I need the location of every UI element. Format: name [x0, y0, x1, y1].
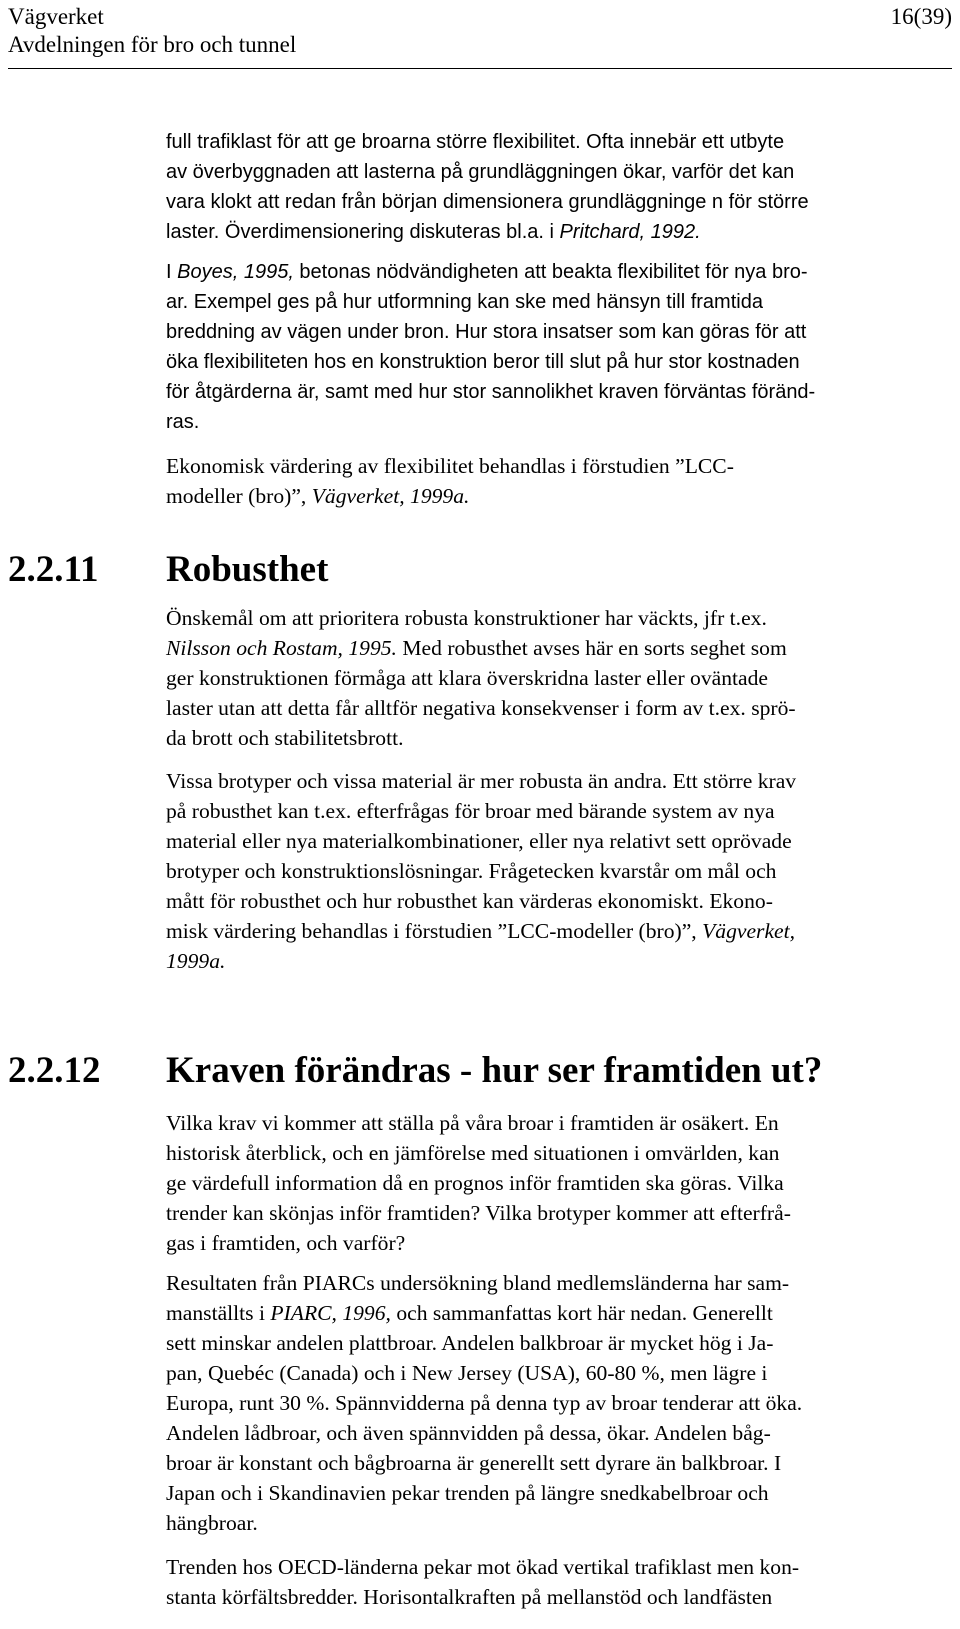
citation: PIARC, 1996, — [270, 1301, 391, 1325]
citation: 1999a. — [166, 949, 226, 973]
text-line: pan, Quebéc (Canada) och i New Jersey (USA), 60-80 %, men lägre i — [166, 1361, 768, 1385]
text-line: historisk återblick, och en jämförelse med situationen i omvärlden, kan — [166, 1141, 780, 1165]
text-line: Vissa brotyper och vissa material är mer robusta än andra. Ett större krav — [166, 769, 797, 793]
text-line: modeller (bro)”, Vägverket, 1999a. — [166, 484, 470, 508]
section-heading-robusthet — [8, 548, 328, 592]
paragraph-kraven-1 — [166, 1108, 946, 1258]
section-title: Robusthet — [166, 549, 329, 590]
text-line: på robusthet kan t.ex. efterfrågas för broar med bärande system av nya — [166, 799, 775, 823]
text-line: ras. — [166, 411, 200, 433]
text-line: mått för robusthet och hur robusthet kan värderas ekonomiskt. Ekono- — [166, 889, 773, 913]
text-line: broar är konstant och bågbroarna är generellt sett dyrare än balkbroar. I — [166, 1451, 782, 1475]
text-line: stanta körfältsbredder. Horisontalkraften på mellanstöd och landfästen — [166, 1585, 773, 1609]
text-line: ger konstruktionen förmåga att klara överskridna laster eller oväntade — [166, 666, 768, 690]
text-line: Ekonomisk värdering av flexibilitet behandlas i förstudien ”LCC- — [166, 454, 734, 478]
text-line: laster. Överdimensionering diskuteras bl.a. i Pritchard, 1992. — [166, 221, 701, 243]
text-line: Nilsson och Rostam, 1995. Med robusthet avses här en sorts seghet som — [166, 636, 787, 660]
section-number: 2.2.11 — [8, 549, 99, 590]
text-line: öka flexibiliteten hos en konstruktion beror till slut på hur stor kostnaden — [166, 351, 800, 373]
text-line: I Boyes, 1995, betonas nödvändigheten att beakta flexibilitet för nya bro- — [166, 261, 808, 283]
text-line: misk värdering behandlas i förstudien ”LCC-modeller (bro)”, Vägverket, — [166, 919, 796, 943]
text-line: brotyper och konstruktionslösningar. Frågetecken kvarstår om mål och — [166, 859, 777, 883]
text-line: manställts i PIARC, 1996, och sammanfattas kort här nedan. Generellt — [166, 1301, 773, 1325]
citation: Vägverket, 1999a. — [311, 484, 470, 508]
text-line: breddning av vägen under bron. Hur stora insatser som kan göras för att — [166, 321, 807, 343]
paragraph-kraven-2 — [166, 1268, 946, 1538]
text-line: Europa, runt 30 %. Spännvidderna på denna typ av broar tenderar att öka. — [166, 1391, 803, 1415]
text-line: ge värdefull information då en prognos inför framtiden ska göras. Vilka — [166, 1171, 784, 1195]
text-line: laster utan att detta får alltför negativa konsekvenser i form av t.ex. sprö- — [166, 696, 796, 720]
text-line: material eller nya materialkombinationer, eller nya relativt sett oprövade — [166, 829, 792, 853]
paragraph-flexibility-1 — [166, 127, 946, 247]
text-line: sett minskar andelen plattbroar. Andelen balkbroar är mycket hög i Ja- — [166, 1331, 774, 1355]
header-department: Avdelningen för bro och tunnel — [8, 32, 297, 57]
paragraph-flexibility-3 — [166, 451, 946, 511]
page-header — [8, 0, 952, 69]
citation: Boyes, 1995, — [177, 261, 294, 283]
citation: Pritchard, 1992. — [559, 221, 701, 243]
text-line: da brott och stabilitetsbrott. — [166, 726, 404, 750]
citation: Nilsson och Rostam, 1995. — [166, 636, 397, 660]
text-line: Trenden hos OECD-länderna pekar mot ökad vertikal trafiklast men kon- — [166, 1555, 800, 1579]
text-line: för åtgärderna är, samt med hur stor sannolikhet kraven förväntas föränd- — [166, 381, 816, 403]
paragraph-robusthet-2 — [166, 766, 946, 976]
text-line: Resultaten från PIARCs undersökning bland medlemsländerna har sam- — [166, 1271, 790, 1295]
text-line: Japan och i Skandinavien pekar trenden på längre snedkabelbroar och — [166, 1481, 769, 1505]
text-line: trender kan skönjas inför framtiden? Vilka brotyper kommer att efterfrå- — [166, 1201, 791, 1225]
paragraph-flexibility-2 — [166, 257, 946, 437]
text-line: Vilka krav vi kommer att ställa på våra broar i framtiden är osäkert. En — [166, 1111, 779, 1135]
header-organization: Vägverket — [8, 4, 104, 29]
section-title: Kraven förändras - hur ser framtiden ut? — [166, 1050, 823, 1091]
text-line: full trafiklast för att ge broarna större flexibilitet. Ofta innebär ett utbyte — [166, 131, 785, 153]
text-line: Önskemål om att prioritera robusta konstruktioner har väckts, jfr t.ex. — [166, 606, 767, 630]
text-line: av överbyggnaden att lasterna på grundläggningen ökar, varför det kan — [166, 161, 795, 183]
paragraph-robusthet-1 — [166, 603, 946, 753]
paragraph-kraven-3 — [166, 1552, 946, 1612]
text-line: ar. Exempel ges på hur utformning kan ske med hänsyn till framtida — [166, 291, 763, 313]
citation: Vägverket, — [702, 919, 796, 943]
text-line: vara klokt att redan från början dimensionera grundläggninge n för större — [166, 191, 809, 213]
section-heading-kraven — [8, 1049, 822, 1093]
section-number: 2.2.12 — [8, 1050, 101, 1091]
text-line: Andelen lådbroar, och även spännvidden på dessa, ökar. Andelen båg- — [166, 1421, 771, 1445]
text-line — [166, 946, 946, 976]
text-line: gas i framtiden, och varför? — [166, 1231, 406, 1255]
text-line: hängbroar. — [166, 1511, 258, 1535]
page-number: 16(39) — [890, 4, 952, 29]
